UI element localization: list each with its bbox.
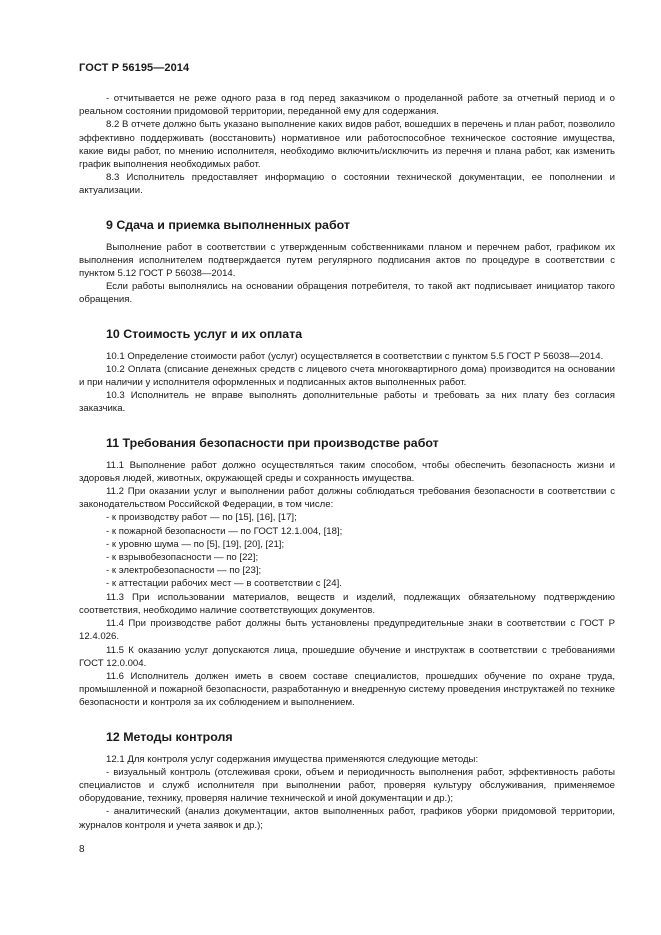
paragraph: Выполнение работ в соответствии с утвержденным собственниками планом и перечнем работ, графиком их выполнения исполнителем подтверждается путем регулярного подписания актов по процедуре в соответствии с пунктом 5.12 ГОСТ Р 56038—2014. xyxy=(79,241,615,280)
paragraph: Если работы выполнялись на основании обращения потребителя, то такой акт подписывает инициатор такого обращения. xyxy=(79,281,615,306)
paragraph: 11.4 При производстве работ должны быть установлены предупредительные знаки в соответствии с ГОСТ Р 12.4.026. xyxy=(79,618,615,643)
paragraph: 8.3 Исполнитель предоставляет информацию о состоянии технической документации, ее пополнении и актуализации. xyxy=(79,172,615,197)
document-body xyxy=(79,92,615,832)
paragraph: 11.3 При использовании материалов, веществ и изделий, подлежащих обязательному подтверждению соответствия, необходимо наличие соответствующих документов. xyxy=(79,591,615,616)
paragraph: 11.2 При оказании услуг и выполнении работ должны соблюдаться требования безопасности в соответствии с законодательством Российской Федерации, в том числе: xyxy=(79,486,615,511)
section-heading: 11 Требования безопасности при производстве работ xyxy=(106,435,439,450)
list-item: - к электробезопасности — по [23]; xyxy=(106,565,262,577)
page-number: 8 xyxy=(79,844,85,855)
list-item: - к пожарной безопасности — по ГОСТ 12.1.004, [18]; xyxy=(106,525,343,537)
paragraph: 11.1 Выполнение работ должно осуществляться таким способом, чтобы обеспечить безопасность жизни и здоровья людей, животных, окружающей среды и сохранность имущества. xyxy=(79,459,615,484)
section-heading: 10 Стоимость услуг и их оплата xyxy=(106,326,303,341)
list-item: - к взрывобезопасности — по [22]; xyxy=(106,552,259,564)
list-item: - к уровню шума — по [5], [19], [20], [21]; xyxy=(106,538,285,550)
paragraph: - отчитывается не реже одного раза в год перед заказчиком о проделанной работе за отчетный период и о реальном состоянии придомовой территории, переданной ему для содержания. xyxy=(79,93,615,118)
list-item: - к аттестации рабочих мест — в соответствии с [24]. xyxy=(106,578,342,590)
paragraph: 10.1 Определение стоимости работ (услуг) осуществляется в соответствии с пунктом 5.5 ГОСТ Р 56038—2014. xyxy=(106,350,604,362)
section-heading: 9 Сдача и приемка выполненных работ xyxy=(106,217,350,232)
document-header: ГОСТ Р 56195—2014 xyxy=(79,62,190,74)
paragraph: 8.2 В отчете должно быть указано выполнение каких видов работ, вошедших в перечень и план работ, позволило эффективно поддерживать (восстановить) нормативное или работоспособное техническое состояние имущества, какие виды работ, по мнению исполнителя, необходимо включить/исключить из перечня и плана работ, как изменить график выполнения необходимых работ. xyxy=(79,119,615,171)
list-item: - к производству работ — по [15], [16], [17]; xyxy=(106,512,297,524)
paragraph: 10.3 Исполнитель не вправе выполнять дополнительные работы и требовать за них плату без согласия заказчика. xyxy=(79,390,615,415)
paragraph: 11.6 Исполнитель должен иметь в своем составе специалистов, прошедших обучение по охране труда, промышленной и пожарной безопасности, разработанную и внедренную систему проведения инструктажей по технике безопасности и контроля за их соблюдением и выполнением. xyxy=(79,670,615,709)
list-item: - аналитический (анализ документации, актов выполненных работ, графиков уборки придомовой территории, журналов контроля и учета заявок и др.); xyxy=(79,806,615,831)
list-item: - визуальный контроль (отслеживая сроки, объем и периодичность выполнения работ, эффективность работы специалистов и служб исполнителя при выполнении работ, проверяя культуру обслуживания, применяемое оборудование, технику, проверяя наличие технической и иной документации и др.); xyxy=(79,766,615,805)
paragraph: 11.5 К оказанию услуг допускаются лица, прошедшие обучение и инструктаж в соответствии с требованиями ГОСТ 12.0.004. xyxy=(79,644,615,669)
section-heading: 12 Методы контроля xyxy=(106,729,233,744)
paragraph: 12.1 Для контроля услуг содержания имущества применяются следующие методы: xyxy=(106,753,479,765)
paragraph: 10.2 Оплата (списание денежных средств с лицевого счета многоквартирного дома) производится на основании и при наличии у исполнителя оформленных и подписанных актов выполненных работ. xyxy=(79,363,615,389)
